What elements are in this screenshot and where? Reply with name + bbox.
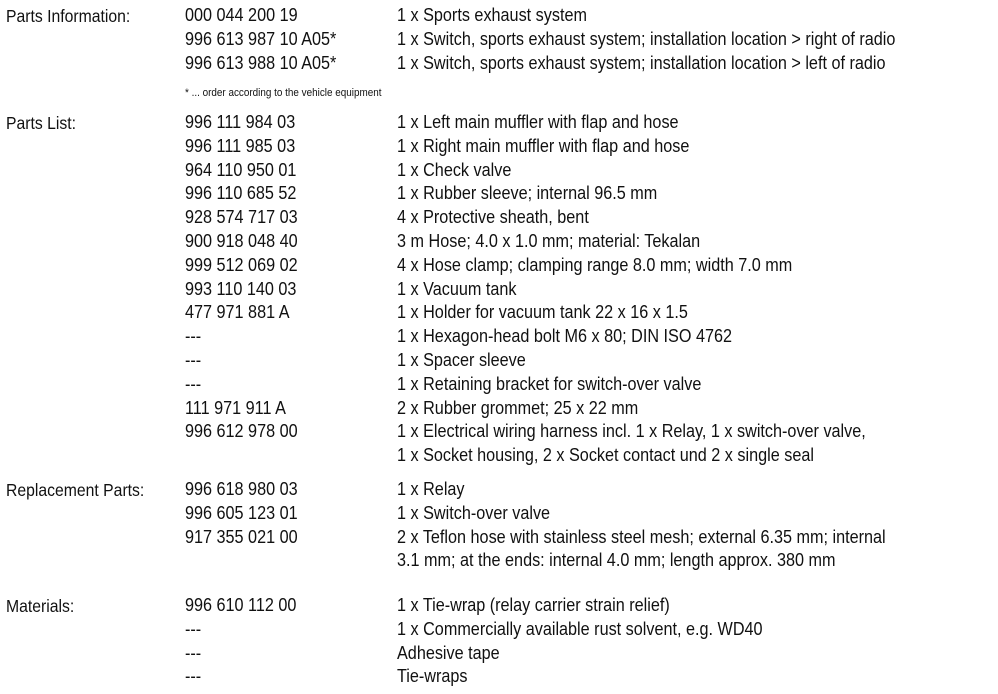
part-description: 1 x Socket housing, 2 x Socket contact und 2 x single seal [397, 445, 814, 466]
part-description: 1 x Switch, sports exhaust system; installation location > left of radio [397, 52, 886, 73]
part-number: 996 613 988 10 A05* [185, 52, 337, 73]
part-number: 993 110 140 03 [185, 278, 297, 299]
part-description: Tie-wraps [397, 666, 468, 687]
table-row [0, 549, 998, 573]
part-number: 996 618 980 03 [185, 479, 298, 499]
table-row [0, 444, 998, 468]
table-row [0, 206, 998, 230]
table-row [0, 159, 998, 183]
part-number: 928 574 717 03 [185, 207, 298, 228]
table-row [0, 349, 998, 373]
table-row [0, 182, 998, 206]
part-number: 996 613 987 10 A05* [185, 28, 337, 49]
part-description: 1 x Left main muffler with flap and hose [397, 112, 679, 132]
part-description: 1 x Electrical wiring harness incl. 1 x Relay, 1 x switch-over valve, [397, 421, 866, 442]
part-description: 1 x Switch-over valve [397, 502, 551, 523]
table-row [0, 420, 998, 444]
part-description: 1 x Hexagon-head bolt M6 x 80; DIN ISO 4762 [397, 326, 732, 347]
part-description: 4 x Protective sheath, bent [397, 207, 589, 228]
part-number: 477 971 881 A [185, 302, 290, 323]
part-description: 1 x Retaining bracket for switch-over valve [397, 373, 702, 394]
table-row [0, 230, 998, 254]
table-row [0, 373, 998, 397]
part-number: 996 610 112 00 [185, 595, 297, 615]
part-description: 2 x Teflon hose with stainless steel mesh; external 6.35 mm; internal [397, 526, 886, 547]
part-description: 1 x Switch, sports exhaust system; installation location > right of radio [397, 28, 896, 49]
part-description: 1 x Relay [397, 479, 465, 499]
table-row [0, 478, 998, 502]
part-number: 996 110 685 52 [185, 183, 297, 204]
part-description: 1 x Tie-wrap (relay carrier strain relief) [397, 595, 670, 615]
section-parts-list [0, 111, 998, 468]
part-number: 996 111 984 03 [185, 112, 296, 132]
table-row [0, 325, 998, 349]
table-row [0, 502, 998, 526]
part-description: 1 x Sports exhaust system [397, 5, 587, 25]
table-row [0, 254, 998, 278]
part-number: --- [185, 666, 202, 687]
table-row [0, 111, 998, 135]
part-number: --- [185, 326, 202, 347]
part-number: 999 512 069 02 [185, 254, 298, 275]
table-row [0, 594, 998, 618]
table-row [0, 618, 998, 642]
part-description: 1 x Rubber sleeve; internal 96.5 mm [397, 183, 658, 204]
table-row [0, 52, 998, 76]
part-description: 1 x Commercially available rust solvent, e.g. WD40 [397, 618, 763, 639]
part-number: 900 918 048 40 [185, 230, 298, 251]
part-number: --- [185, 618, 202, 639]
part-description: 1 x Holder for vacuum tank 22 x 16 x 1.5 [397, 302, 688, 323]
part-number: 111 971 911 A [185, 397, 286, 418]
table-row [0, 28, 998, 52]
section-label: Replacement Parts: [6, 480, 145, 500]
table-row [0, 397, 998, 421]
part-description: 1 x Vacuum tank [397, 278, 517, 299]
table-row [0, 642, 998, 666]
part-number: 964 110 950 01 [185, 159, 297, 180]
part-number: 996 612 978 00 [185, 421, 298, 442]
section-label: Parts Information: [6, 6, 131, 26]
part-description: 2 x Rubber grommet; 25 x 22 mm [397, 397, 639, 418]
section-materials [0, 594, 998, 689]
part-description: 1 x Spacer sleeve [397, 349, 526, 370]
part-description: Adhesive tape [397, 642, 500, 663]
part-description: 1 x Right main muffler with flap and hose [397, 135, 690, 156]
section-label: Materials: [6, 596, 75, 616]
part-number: --- [185, 349, 202, 370]
part-number: --- [185, 373, 202, 394]
table-row [0, 301, 998, 325]
part-number: 000 044 200 19 [185, 5, 298, 25]
table-row [0, 4, 998, 28]
section-label: Parts List: [6, 113, 77, 133]
table-row [0, 278, 998, 302]
section-parts-information [0, 4, 998, 99]
part-number: --- [185, 642, 202, 663]
part-number: 917 355 021 00 [185, 526, 298, 547]
table-row [0, 526, 998, 550]
section-replacement-parts [0, 478, 998, 573]
part-description: 1 x Check valve [397, 159, 512, 180]
part-description: 4 x Hose clamp; clamping range 8.0 mm; width 7.0 mm [397, 254, 793, 275]
part-number: 996 605 123 01 [185, 502, 298, 523]
part-number: 996 111 985 03 [185, 135, 296, 156]
part-description: 3.1 mm; at the ends: internal 4.0 mm; length approx. 380 mm [397, 550, 836, 571]
table-row [0, 135, 998, 159]
part-description: 3 m Hose; 4.0 x 1.0 mm; material: Tekalan [397, 230, 701, 251]
table-row [0, 665, 998, 689]
footnote: * ... order according to the vehicle equipment [185, 87, 382, 99]
